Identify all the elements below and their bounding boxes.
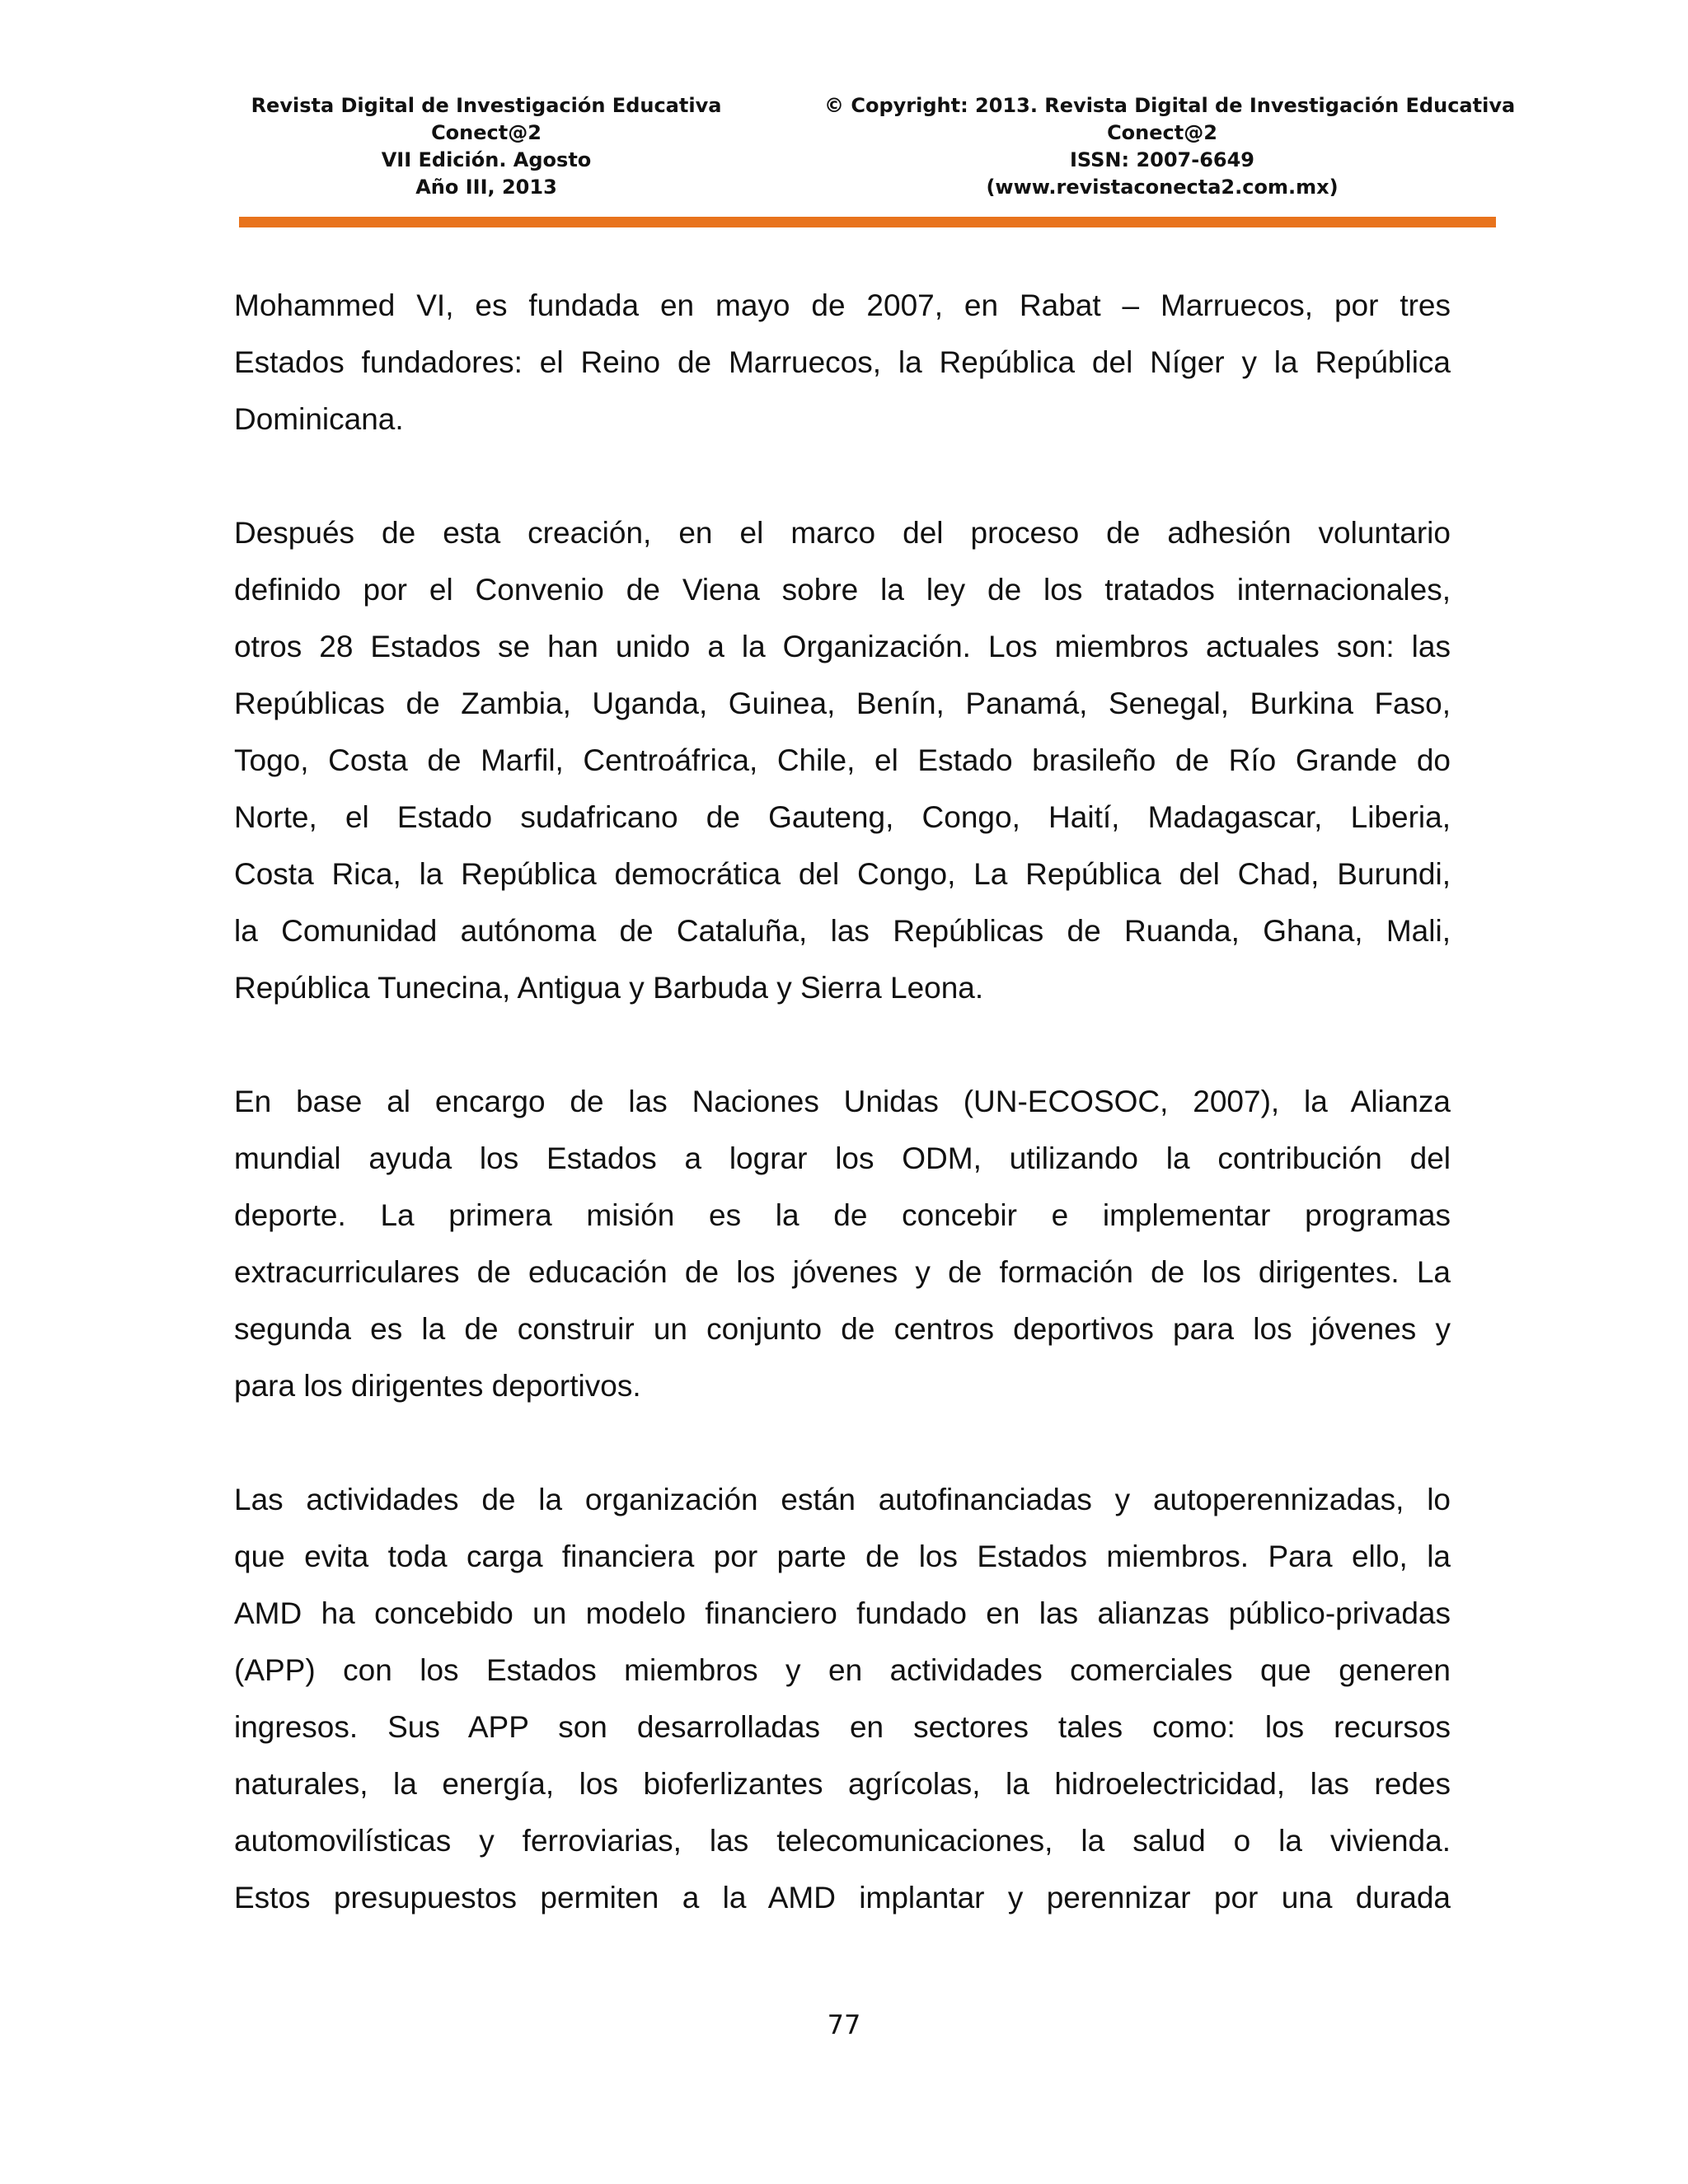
paragraph-line: extracurriculares de educación de los jóvenes y de formación de los dirigentes. La (234, 1255, 1451, 1289)
paragraph-line: AMD ha concebido un modelo financiero fundado en las alianzas público-privadas (234, 1596, 1451, 1630)
body-paragraph (234, 1073, 1451, 1414)
journal-short-name: Conect@2 (1107, 121, 1217, 144)
paragraph-line: para los dirigentes deportivos. (234, 1369, 641, 1403)
header-divider (239, 217, 1496, 227)
paragraph-line: Las actividades de la organización están autofinanciadas y autoperennizadas, lo (234, 1483, 1451, 1516)
issn-label: ISSN: 2007-6649 (1069, 148, 1254, 171)
paragraph-line: Mohammed VI, es fundada en mayo de 2007, en Rabat – Marruecos, por tres (234, 288, 1451, 322)
paragraph-line: la Comunidad autónoma de Cataluña, las Repúblicas de Ruanda, Ghana, Mali, (234, 914, 1451, 948)
paragraph-line: segunda es la de construir un conjunto de centros deportivos para los jóvenes y (234, 1312, 1451, 1346)
journal-title: Revista Digital de Investigación Educativa (251, 94, 722, 117)
paragraph-line: otros 28 Estados se han unido a la Organización. Los miembros actuales son: las (234, 630, 1451, 663)
journal-header-left (247, 92, 725, 201)
paragraph-line: que evita toda carga financiera por parte de los Estados miembros. Para ello, la (234, 1540, 1451, 1573)
paragraph-line: Costa Rica, la República democrática del Congo, La República del Chad, Burundi, (234, 857, 1451, 891)
article-body (234, 277, 1451, 1926)
paragraph-line: Después de esta creación, en el marco del proceso de adhesión voluntario (234, 516, 1451, 550)
paragraph-line: Estos presupuestos permiten a la AMD implantar y perennizar por una durada (234, 1881, 1451, 1915)
copyright-line: © Copyright: 2013. Revista Digital de Investigación Educativa (824, 94, 1516, 117)
edition-label: VII Edición. Agosto (381, 148, 592, 171)
paragraph-line: mundial ayuda los Estados a lograr los ODM, utilizando la contribución del (234, 1141, 1451, 1175)
paragraph-line: naturales, la energía, los bioferlizantes agrícolas, la hidroelectricidad, las redes (234, 1767, 1451, 1801)
journal-subtitle: Conect@2 (431, 121, 542, 144)
paragraph-line: En base al encargo de las Naciones Unidas (UN-ECOSOC, 2007), la Alianza (234, 1085, 1451, 1118)
paragraph-line: Dominicana. (234, 402, 404, 436)
paragraph-line: Estados fundadores: el Reino de Marruecos, la República del Níger y la República (234, 345, 1451, 379)
paragraph-line: (APP) con los Estados miembros y en actividades comerciales que generen (234, 1653, 1451, 1687)
body-paragraph (234, 504, 1451, 1016)
paragraph-line: Norte, el Estado sudafricano de Gauteng, Congo, Haití, Madagascar, Liberia, (234, 800, 1451, 834)
paragraph-line: automovilísticas y ferroviarias, las telecomunicaciones, la salud o la vivienda. (234, 1824, 1451, 1858)
paragraph-line: ingresos. Sus APP son desarrolladas en sectores tales como: los recursos (234, 1710, 1451, 1744)
website-label: (www.revistaconecta2.com.mx) (986, 176, 1339, 199)
body-paragraph (234, 277, 1451, 448)
paragraph-line: Repúblicas de Zambia, Uganda, Guinea, Benín, Panamá, Senegal, Burkina Faso, (234, 687, 1451, 720)
year-label: Año III, 2013 (415, 176, 557, 199)
page-number: 77 (827, 2009, 861, 2041)
paragraph-line: Togo, Costa de Marfil, Centroáfrica, Chile, el Estado brasileño de Río Grande do (234, 743, 1451, 777)
body-paragraph (234, 1471, 1451, 1926)
paragraph-line: definido por el Convenio de Viena sobre la ley de los tratados internacionales, (234, 573, 1451, 607)
journal-header-right (824, 92, 1516, 201)
paragraph-line: República Tunecina, Antigua y Barbuda y Sierra Leona. (234, 971, 984, 1005)
paragraph-line: deporte. La primera misión es la de concebir e implementar programas (234, 1198, 1451, 1232)
